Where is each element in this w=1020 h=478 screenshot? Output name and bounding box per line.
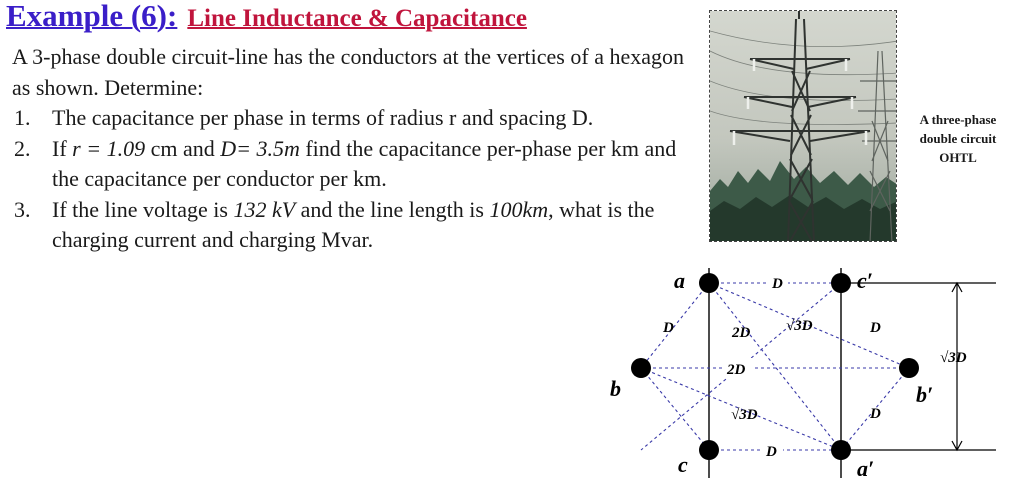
label-c: c bbox=[678, 452, 688, 477]
question-text-rest: , what is the charging current and charging Mvar. bbox=[52, 196, 655, 252]
question-item-1 bbox=[12, 103, 702, 134]
spacing-label: D bbox=[766, 444, 777, 460]
spacing-label: 2D bbox=[727, 362, 746, 378]
question-number: 2. bbox=[14, 135, 31, 161]
problem-statement bbox=[12, 42, 702, 256]
label-a-prime: a′ bbox=[857, 456, 875, 478]
conductor-a-prime bbox=[831, 440, 851, 460]
spacing-label: D bbox=[870, 406, 881, 422]
conductor-c-prime bbox=[831, 273, 851, 293]
tower-photo bbox=[709, 10, 897, 242]
label-b-prime: b′ bbox=[916, 382, 934, 407]
dimension-label: √3D bbox=[940, 350, 967, 366]
topic-title: Line Inductance & Capacitance bbox=[187, 5, 527, 32]
photo-caption: A three-phase double circuit OHTL bbox=[919, 112, 997, 165]
spacing-label: 2D bbox=[732, 325, 751, 341]
question-text-mid: cm and bbox=[145, 135, 221, 161]
question-number: 1. bbox=[14, 105, 31, 130]
label-a: a bbox=[674, 268, 685, 293]
conductor-b-prime bbox=[899, 358, 919, 378]
label-c-prime: c′ bbox=[857, 268, 873, 293]
problem-intro: A 3-phase double circuit-line has the conductors at the vertices of a hexagon as shown. Determine: bbox=[12, 44, 684, 100]
question-text-mid: and the line length is bbox=[295, 196, 490, 222]
conductor-a bbox=[699, 273, 719, 293]
conductors bbox=[631, 273, 919, 460]
label-b: b bbox=[610, 376, 621, 401]
question-text: The capacitance per phase in terms of radius r and spacing D. bbox=[52, 105, 594, 130]
tower-illustration bbox=[710, 11, 897, 242]
question-text-prefix: If the line voltage is bbox=[52, 196, 234, 222]
conductor-c bbox=[699, 440, 719, 460]
conductor-arrangement-diagram bbox=[598, 250, 1008, 478]
dimension-lines bbox=[850, 283, 996, 450]
spacing-value: D= 3.5m bbox=[220, 135, 300, 161]
length-value: 100km bbox=[489, 196, 549, 222]
radius-value: r = 1.09 bbox=[72, 135, 146, 161]
spacing-lines bbox=[641, 283, 909, 450]
voltage-value: 132 kV bbox=[233, 196, 296, 222]
spacing-label: √3D bbox=[786, 318, 813, 334]
spacing-label: D bbox=[663, 320, 674, 336]
conductor-b bbox=[631, 358, 651, 378]
spacing-label: D bbox=[772, 276, 783, 292]
example-label: Example (6): bbox=[6, 0, 178, 33]
spacing-label: D bbox=[870, 320, 881, 336]
slide-title bbox=[6, 0, 527, 34]
question-list bbox=[12, 103, 702, 256]
question-text-rest: find the capacitance per-phase per km and the capacitance per conductor per km. bbox=[52, 135, 677, 191]
question-item-3 bbox=[12, 195, 702, 256]
spacing-label: √3D bbox=[731, 407, 758, 423]
question-text-prefix: If bbox=[52, 135, 73, 161]
question-item-2 bbox=[12, 134, 702, 195]
question-number: 3. bbox=[14, 196, 31, 222]
